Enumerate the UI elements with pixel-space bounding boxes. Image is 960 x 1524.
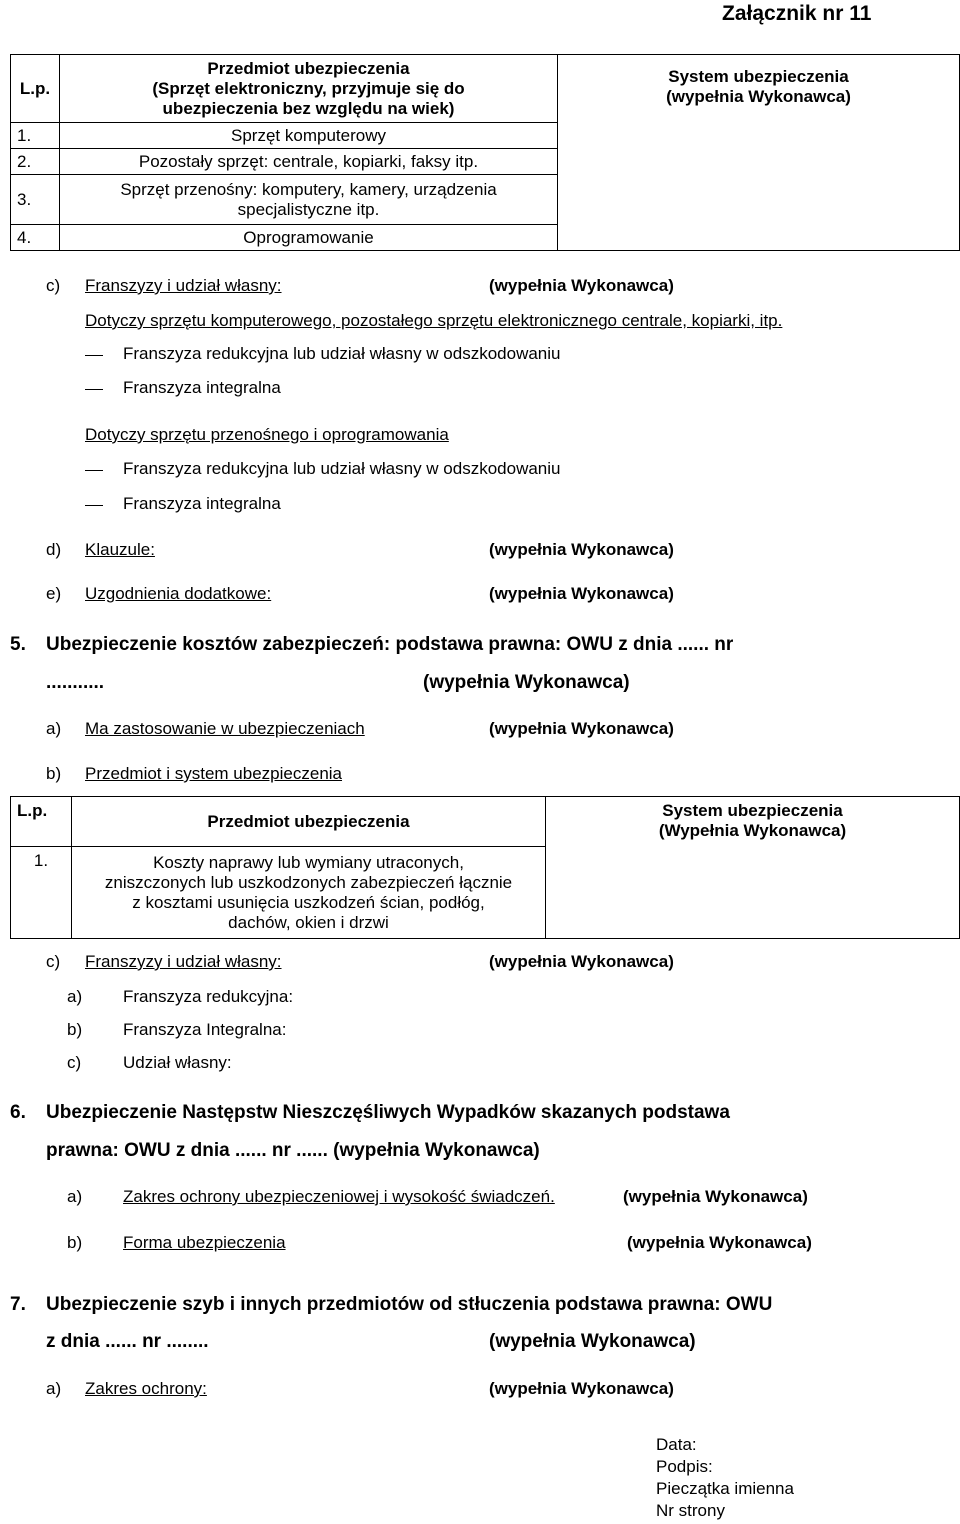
- group-heading: Dotyczy sprzętu przenośnego i oprogramowania: [85, 425, 449, 444]
- footer-name-stamp: Pieczątka imienna: [656, 1479, 794, 1498]
- section-7-heading-cont: z dnia ...... nr ........: [46, 1331, 209, 1352]
- dash-icon: [85, 505, 103, 506]
- section-5b-title: Przedmiot i system ubezpieczenia: [85, 764, 343, 783]
- list-item-label: c): [67, 1053, 82, 1072]
- section-e-title: Uzgodnienia dodatkowe:: [85, 584, 272, 603]
- section-6-heading: Ubezpieczenie Następstw Nieszczęśliwych Wypadków skazanych podstawa: [46, 1102, 730, 1123]
- list-item: Franszyza redukcyjna:: [123, 987, 294, 1006]
- table-header-system: System ubezpieczenia (Wypełnia Wykonawca): [546, 797, 960, 939]
- section-6a-label: a): [67, 1187, 83, 1206]
- table-header-system: System ubezpieczenia (wypełnia Wykonawca): [558, 55, 960, 251]
- list-item: Franszyza integralna: [123, 378, 281, 397]
- dash-icon: [85, 389, 103, 390]
- table-header-lp: L.p.: [11, 797, 72, 847]
- section-5-heading-cont: ...........: [46, 672, 105, 693]
- row-lp: 4.: [11, 225, 60, 251]
- section-d-title: Klauzule:: [85, 540, 155, 559]
- section-5b-label: b): [46, 764, 62, 783]
- list-item: Udział własny:: [123, 1053, 232, 1072]
- table-header-subject: Przedmiot ubezpieczenia (Sprzęt elektroniczny, przyjmuje się do ubezpieczenia bez względu na wiek): [60, 55, 558, 123]
- section-c2-note: (wypełnia Wykonawca): [489, 952, 674, 971]
- section-5-number: 5.: [10, 634, 26, 655]
- section-6-heading-cont: prawna: OWU z dnia ...... nr ...... (wypełnia Wykonawca): [46, 1140, 540, 1161]
- attachment-label: Załącznik nr 11: [722, 2, 872, 25]
- section-7-number: 7.: [10, 1294, 26, 1315]
- section-7-note: (wypełnia Wykonawca): [489, 1331, 696, 1352]
- table-header-subject: Przedmiot ubezpieczenia: [72, 797, 546, 847]
- group-heading: Dotyczy sprzętu komputerowego, pozostałego sprzętu elektronicznego centrale, kopiarki, itp.: [85, 311, 783, 330]
- section-6b-note: (wypełnia Wykonawca): [627, 1233, 812, 1252]
- section-7a-note: (wypełnia Wykonawca): [489, 1379, 674, 1398]
- list-item: Franszyza redukcyjna lub udział własny w odszkodowaniu: [123, 344, 561, 363]
- list-item: Franszyza Integralna:: [123, 1020, 287, 1039]
- section-7a-title: Zakres ochrony:: [85, 1379, 207, 1398]
- section-5a-title: Ma zastosowanie w ubezpieczeniach: [85, 719, 365, 738]
- section-c-label: c): [46, 276, 61, 295]
- list-item-label: a): [67, 987, 83, 1006]
- section-6a-title: Zakres ochrony ubezpieczeniowej i wysokość świadczeń.: [123, 1187, 555, 1206]
- insurance-subject-table: [10, 54, 960, 251]
- footer-page-number: Nr strony: [656, 1501, 725, 1520]
- row-subject: Pozostały sprzęt: centrale, kopiarki, faksy itp.: [60, 149, 558, 175]
- section-c2-title: Franszyzy i udział własny:: [85, 952, 282, 971]
- row-lp: 3.: [11, 175, 60, 225]
- section-5a-note: (wypełnia Wykonawca): [489, 719, 674, 738]
- list-item: Franszyza redukcyjna lub udział własny w odszkodowaniu: [123, 459, 561, 478]
- section-6b-title: Forma ubezpieczenia: [123, 1233, 286, 1252]
- security-costs-table: [10, 796, 960, 939]
- section-6a-note: (wypełnia Wykonawca): [623, 1187, 808, 1206]
- row-lp: 1.: [11, 123, 60, 149]
- row-lp: 2.: [11, 149, 60, 175]
- section-7-heading: Ubezpieczenie szyb i innych przedmiotów od stłuczenia podstawa prawna: OWU: [46, 1294, 773, 1315]
- section-c-title: Franszyzy i udział własny:: [85, 276, 282, 295]
- row-subject: Koszty naprawy lub wymiany utraconych, zniszczonych lub uszkodzonych zabezpieczeń łącznie z kosztami usunięcia uszkodzeń ścian, podłóg, dachów, okien i drzwi: [72, 847, 546, 939]
- dash-icon: [85, 355, 103, 356]
- list-item: Franszyza integralna: [123, 494, 281, 513]
- section-e-note: (wypełnia Wykonawca): [489, 584, 674, 603]
- section-5a-label: a): [46, 719, 62, 738]
- section-d-note: (wypełnia Wykonawca): [489, 540, 674, 559]
- footer-date: Data:: [656, 1435, 697, 1454]
- row-subject: Sprzęt komputerowy: [60, 123, 558, 149]
- footer-signature: Podpis:: [656, 1457, 713, 1476]
- section-e-label: e): [46, 584, 62, 603]
- row-subject: Sprzęt przenośny: komputery, kamery, urządzenia specjalistyczne itp.: [60, 175, 558, 225]
- section-c2-label: c): [46, 952, 61, 971]
- section-5-heading: Ubezpieczenie kosztów zabezpieczeń: podstawa prawna: OWU z dnia ...... nr: [46, 634, 734, 655]
- list-item-label: b): [67, 1020, 83, 1039]
- dash-icon: [85, 470, 103, 471]
- section-6-number: 6.: [10, 1102, 26, 1123]
- row-lp: 1.: [11, 847, 72, 939]
- row-subject: Oprogramowanie: [60, 225, 558, 251]
- section-7a-label: a): [46, 1379, 62, 1398]
- section-d-label: d): [46, 540, 62, 559]
- table-header-lp: L.p.: [11, 55, 60, 123]
- section-6b-label: b): [67, 1233, 83, 1252]
- section-c-note: (wypełnia Wykonawca): [489, 276, 674, 295]
- section-5-note: (wypełnia Wykonawca): [423, 672, 630, 693]
